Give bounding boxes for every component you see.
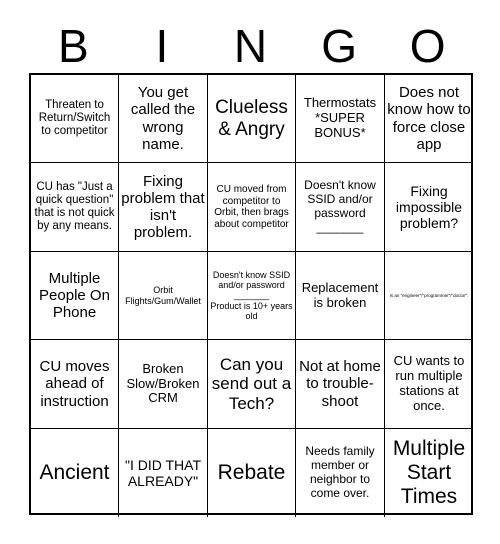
bingo-cell-r4c4[interactable] — [296, 340, 385, 429]
bingo-cell-r5c5[interactable] — [385, 429, 473, 517]
cell-text: Rebate — [217, 460, 286, 484]
bingo-cell-r3c3[interactable] — [208, 252, 296, 340]
cell-text: Ancient — [39, 460, 110, 484]
bingo-cell-r2c5[interactable] — [385, 163, 473, 252]
bingo-cell-r3c4[interactable] — [296, 252, 385, 340]
header-letter-o: O — [409, 20, 446, 72]
bingo-cell-r1c1[interactable] — [31, 75, 119, 163]
bingo-cell-r3c5[interactable] — [385, 252, 473, 340]
cell-text: Broken Slow/Broken CRM — [126, 360, 200, 406]
bingo-cell-r5c1[interactable] — [31, 429, 119, 517]
bingo-cell-r2c1[interactable] — [31, 163, 119, 252]
bingo-cell-r1c3[interactable] — [208, 75, 296, 163]
cell-text: Doesn't know SSID and/or password _______ — [304, 178, 376, 234]
header-letter-i: I — [155, 20, 169, 72]
bingo-cell-r4c1[interactable] — [31, 340, 119, 429]
cell-text: Fixing impossible problem? — [395, 182, 463, 232]
bingo-cell-r5c4[interactable] — [296, 429, 385, 517]
bingo-cell-r1c5[interactable] — [385, 75, 473, 163]
cell-text: Clueless & Angry — [215, 96, 288, 140]
cell-text: Doesn't know SSID and/or password _______ Product is 10+ years old — [210, 269, 293, 322]
bingo-cell-r2c2[interactable] — [119, 163, 208, 252]
cell-text: Multiple People On Phone — [39, 269, 110, 322]
cell-text: Fixing problem that isn't problem. — [121, 172, 205, 242]
bingo-card — [29, 73, 473, 515]
cell-text: CU has "Just a quick question" that is not quick by any means. — [34, 180, 115, 233]
cell-text: Threaten to Return/Switch to competitor — [38, 98, 111, 138]
cell-text: CU moves ahead of instruction — [39, 358, 110, 410]
bingo-cell-r5c2[interactable] — [119, 429, 208, 517]
bingo-cell-r2c4[interactable] — [296, 163, 385, 252]
cell-text: Orbit Flights/Gum/Wallet — [125, 285, 201, 306]
cell-text: Multiple Start Times — [392, 436, 466, 509]
cell-text: CU moved from competitor to Orbit, then brags about competitor — [214, 184, 289, 230]
bingo-cell-r1c4[interactable] — [296, 75, 385, 163]
cell-text: CU wants to run multiple stations at once. — [393, 353, 465, 413]
header-letter-b: B — [57, 20, 89, 72]
cell-text: You get called the wrong name. — [130, 84, 196, 153]
cell-text: Thermostats *SUPER BONUS* — [303, 95, 377, 140]
bingo-cell-r3c1[interactable] — [31, 252, 119, 340]
cell-text: Is an "engineer"/"programmer"/"doctor". — [389, 292, 469, 298]
bingo-cell-r2c3[interactable] — [208, 163, 296, 252]
header-letter-g: G — [321, 20, 357, 72]
cell-text: Replacement is broken — [301, 279, 379, 310]
bingo-cell-r3c2[interactable] — [119, 252, 208, 340]
cell-text: "I DID THAT ALREADY" — [124, 456, 201, 489]
bingo-cell-r4c3[interactable] — [208, 340, 296, 429]
bingo-header — [29, 20, 472, 72]
bingo-cell-r5c3[interactable] — [208, 429, 296, 517]
cell-text: Not at home to trouble-shoot — [299, 358, 381, 410]
cell-text: Needs family member or neighbor to come over. — [305, 444, 375, 500]
cell-text: Does not know how to force close app — [387, 84, 471, 153]
cell-text: Can you send out a Tech? — [211, 354, 292, 413]
header-letter-n: N — [233, 20, 268, 72]
bingo-cell-r4c5[interactable] — [385, 340, 473, 429]
bingo-cell-r4c2[interactable] — [119, 340, 208, 429]
bingo-cell-r1c2[interactable] — [119, 75, 208, 163]
